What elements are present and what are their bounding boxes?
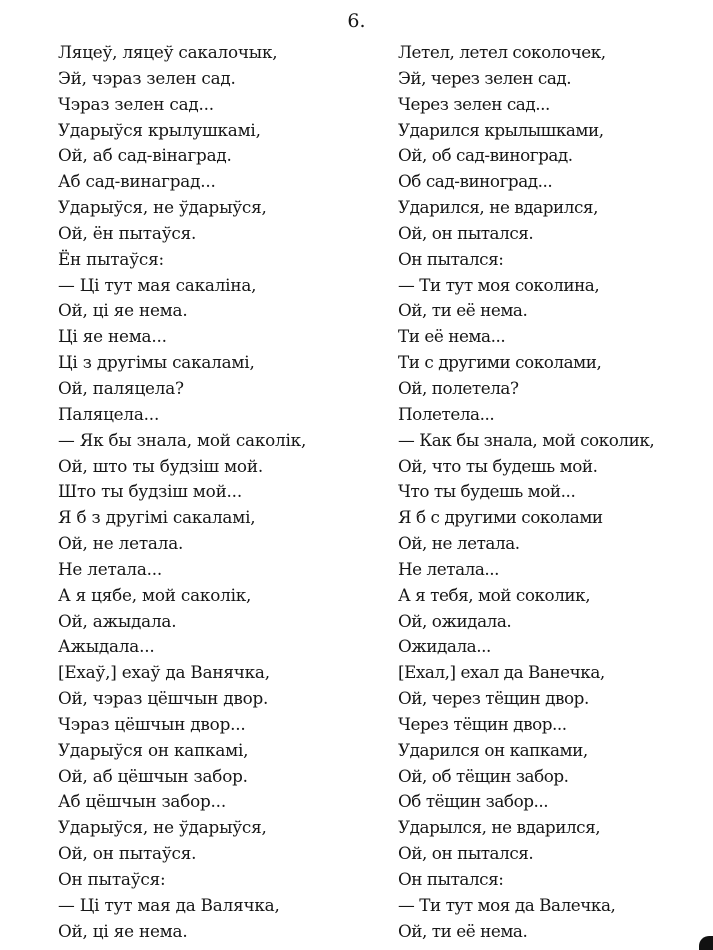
belarusian-verse-line: — Як бы знала, мой саколік, <box>58 429 307 450</box>
belarusian-verse-line: Ударыўся он капкамі, <box>58 739 249 760</box>
belarusian-verse-line: Аб цёшчын забор... <box>58 791 226 812</box>
belarusian-verse-line: А я цябе, мой саколік, <box>58 584 252 605</box>
russian-translation-line: Ударылся, не вдарился, <box>398 817 601 838</box>
russian-translation-line: Через тёщин двор... <box>398 713 567 734</box>
page-number: 6. <box>347 10 366 32</box>
belarusian-verse-line: Ой, ці яе нема. <box>58 300 188 321</box>
belarusian-verse-line: Ударыўся, не ўдарыўся, <box>58 817 267 838</box>
russian-translation-column <box>398 40 710 945</box>
page-edge-mark <box>699 936 713 950</box>
russian-translation-line: [Ехал,] ехал да Ванечка, <box>398 662 605 683</box>
belarusian-verse-line: Ой, ці яе нема. <box>58 920 188 941</box>
belarusian-verse-line: Чэраз зелен сад... <box>58 93 214 114</box>
russian-translation-line: Не летала... <box>398 558 500 579</box>
russian-translation-line: — Ти тут моя соколина, <box>398 274 600 295</box>
russian-translation-line: Что ты будешь мой... <box>398 481 576 502</box>
belarusian-verse-line: Ой, паляцела? <box>58 377 184 398</box>
belarusian-verse-line: — Ці тут мая сакаліна, <box>58 274 257 295</box>
belarusian-verse-line: Он пытаўся: <box>58 869 166 889</box>
russian-translation-line: — Ти тут моя да Валечка, <box>398 894 616 915</box>
russian-translation-line: Об сад-виноград... <box>398 171 553 192</box>
belarusian-verse-line: Эй, чэраз зелен сад. <box>58 67 236 88</box>
belarusian-verse-line: Што ты будзіш мой... <box>58 481 242 502</box>
russian-translation-line: Ой, не летала. <box>398 533 520 554</box>
belarusian-verse-line: Ой, ажыдала. <box>58 610 177 631</box>
russian-translation-line: Ударился крылышками, <box>398 119 604 140</box>
russian-translation-line: Через зелен сад... <box>398 93 550 114</box>
russian-translation-line: Ударился он капками, <box>398 739 588 760</box>
belarusian-verse-line: Ой, аб сад-вінаград. <box>58 145 232 166</box>
belarusian-verse-line: Ці з другімы сакаламі, <box>58 352 255 373</box>
belarusian-verse-line: Я б з другімі сакаламі, <box>58 507 256 528</box>
russian-translation-line: Ой, ти её нема. <box>398 920 528 941</box>
belarusian-verse-line: Ляцеў, ляцеў сакалочык, <box>58 42 278 62</box>
belarusian-verse-line: Ён пытаўся: <box>58 248 164 269</box>
belarusian-verse-line: Ой, ён пытаўся. <box>58 222 197 243</box>
russian-translation-line: Он пытался: <box>398 248 504 269</box>
russian-translation-line: Ой, об сад-виноград. <box>398 145 573 166</box>
belarusian-verse-line: Ударыўся, не ўдарыўся, <box>58 197 267 218</box>
russian-translation-line: Ти с другими соколами, <box>398 352 602 373</box>
russian-translation-line: Ой, он пытался. <box>398 843 534 864</box>
belarusian-verse-line: Ой, аб цёшчын забор. <box>58 765 248 786</box>
russian-translation-line: Ой, об тёщин забор. <box>398 765 569 786</box>
belarusian-verse-line: Ой, чэраз цёшчын двор. <box>58 688 269 709</box>
belarusian-verse-line: Ой, он пытаўся. <box>58 843 197 864</box>
russian-translation-line: Я б с другими соколами <box>398 507 603 528</box>
russian-translation-line: Полетела... <box>398 403 495 424</box>
russian-translation-line: Ой, полетела? <box>398 377 519 398</box>
belarusian-verse-line: Ударыўся крылушкамі, <box>58 119 261 140</box>
russian-translation-line: Ой, он пытался. <box>398 222 534 243</box>
russian-translation-line: Ти её нема... <box>398 326 506 347</box>
russian-translation-line: Ой, что ты будешь мой. <box>398 455 598 476</box>
russian-translation-line: Летел, летел соколочек, <box>398 42 606 62</box>
belarusian-verse-line: Ці яе нема... <box>58 326 167 347</box>
belarusian-verse-line: Чэраз цёшчын двор... <box>58 713 246 734</box>
belarusian-verse-line: Ой, што ты будзіш мой. <box>58 455 263 476</box>
russian-translation-line: — Как бы знала, мой соколик, <box>398 429 655 450</box>
russian-translation-line: А я тебя, мой соколик, <box>398 584 591 605</box>
russian-translation-line: Ожидала... <box>398 636 491 657</box>
russian-translation-line: Ой, ти её нема. <box>398 300 528 321</box>
russian-translation-line: Ой, ожидала. <box>398 610 512 631</box>
belarusian-verse-line: [Ехаў,] ехаў да Ванячка, <box>58 662 270 683</box>
russian-translation-line: Ой, через тёщин двор. <box>398 688 589 709</box>
belarusian-verse-line: — Ці тут мая да Валячка, <box>58 894 280 915</box>
belarusian-verse-column <box>58 40 388 945</box>
russian-translation-line: Ударился, не вдарился, <box>398 197 598 218</box>
russian-translation-line: Эй, через зелен сад. <box>398 67 572 88</box>
belarusian-verse-line: Не летала... <box>58 558 163 579</box>
belarusian-verse-line: Ажыдала... <box>58 636 155 657</box>
belarusian-verse-line: Паляцела... <box>58 403 160 424</box>
belarusian-verse-line: Ой, не летала. <box>58 533 184 554</box>
russian-translation-line: Об тёщин забор... <box>398 791 549 812</box>
russian-translation-line: Он пытался: <box>398 869 504 889</box>
belarusian-verse-line: Аб сад-винаград... <box>58 171 216 192</box>
